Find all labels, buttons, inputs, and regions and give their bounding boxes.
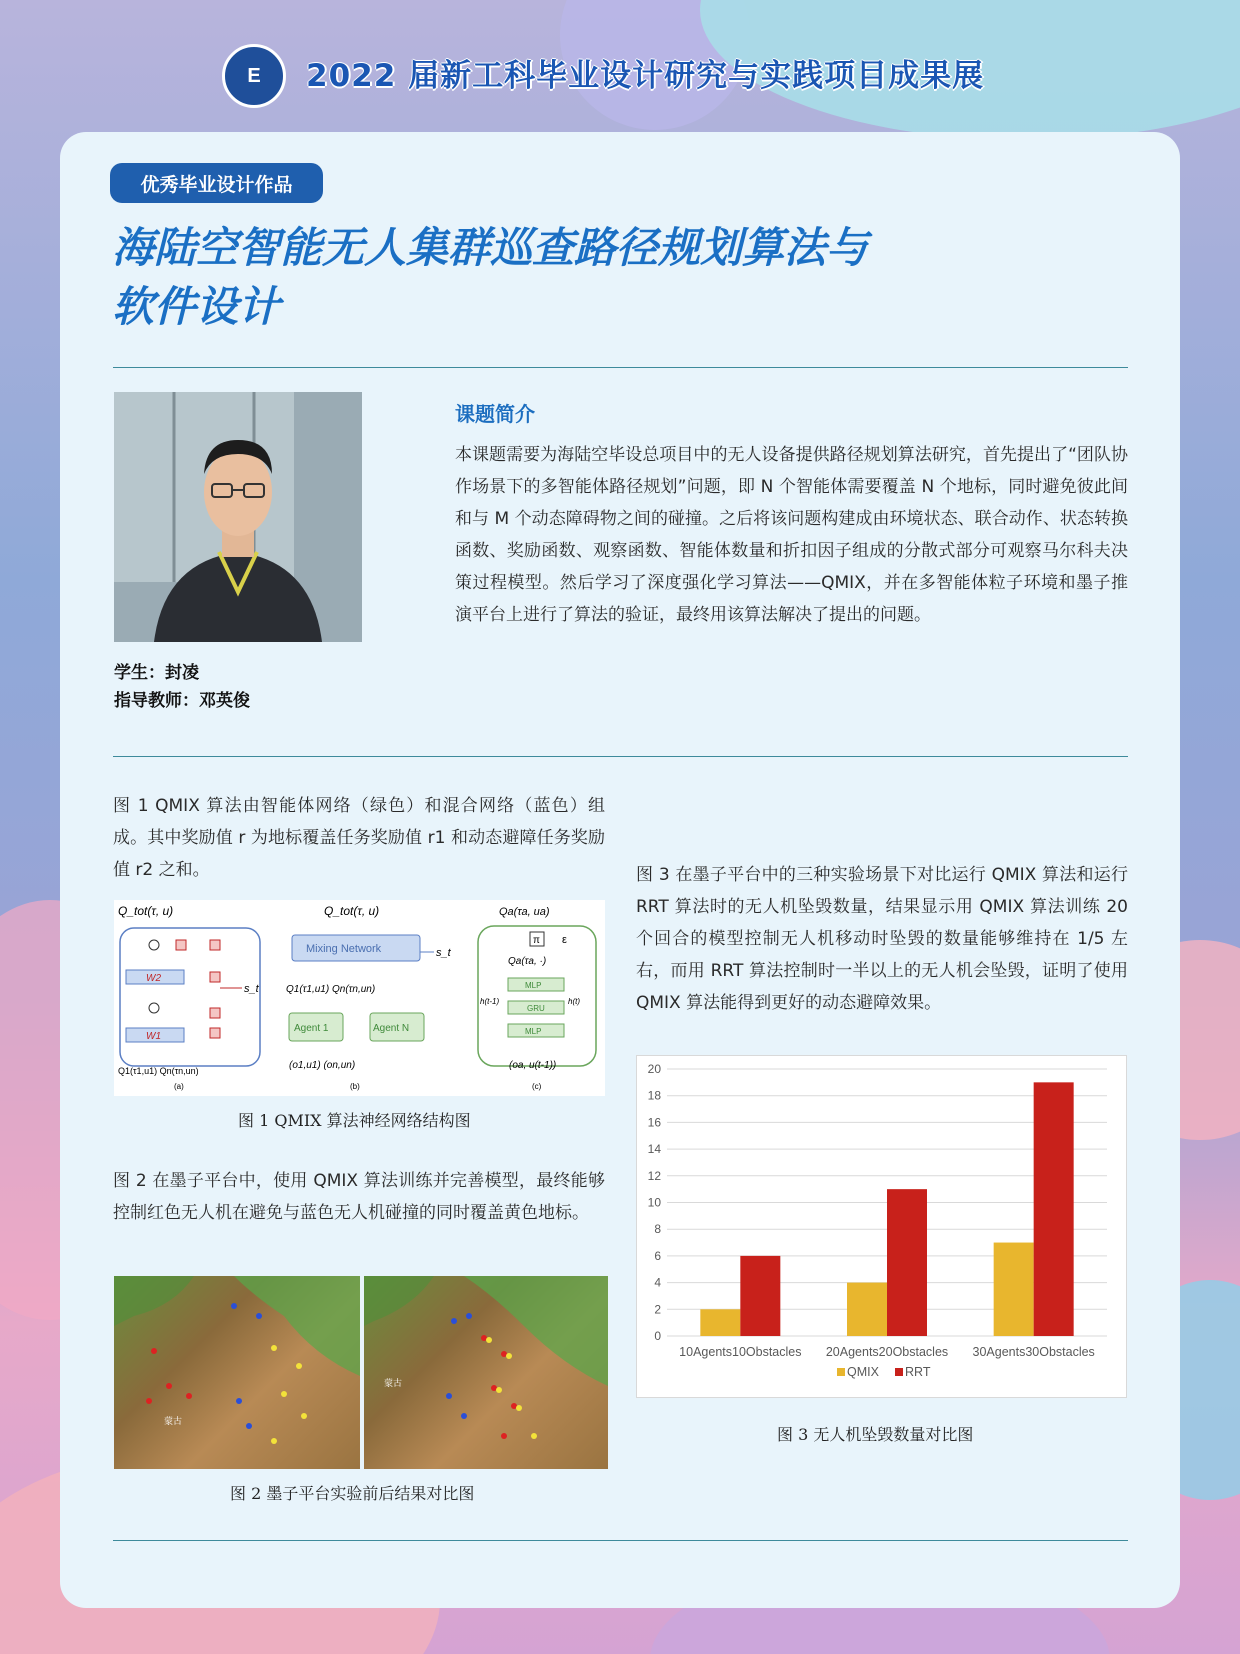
bar-qmix-1 [847, 1283, 887, 1336]
simulation-map-before [114, 1276, 360, 1469]
award-badge: 优秀毕业设计作品 [110, 163, 323, 203]
crash-count-chart [636, 1055, 1127, 1398]
x-tick-label: 20Agents20Obstacles [825, 1345, 949, 1359]
student-name: 学生：封凌 [114, 663, 199, 683]
map-place-label: 蒙古 [384, 1378, 403, 1388]
diagram-box [210, 972, 220, 982]
chart-legend [837, 1365, 931, 1379]
diagram-label: Agent 1 [294, 1023, 329, 1034]
divider [113, 1540, 1128, 1541]
y-tick-label: 2 [654, 1302, 661, 1317]
diagram-label: Qa(τa, ·) [508, 956, 547, 967]
diagram-node [149, 1003, 159, 1013]
y-tick-label: 0 [654, 1329, 661, 1343]
fig2-description: 图 2 在墨子平台中，使用 QMIX 算法训练并完善模型，最终能够控制红色无人机在避免与蓝色无人机碰撞的同时覆盖黄色地标。 [113, 1171, 605, 1223]
y-tick-label: 8 [654, 1222, 661, 1237]
x-tick-label: 10Agents10Obstacles [679, 1345, 802, 1359]
diagram-label: π [533, 935, 540, 946]
diagram-box [210, 1008, 220, 1018]
legend-label: RRT [905, 1365, 931, 1379]
header [0, 36, 1240, 116]
chart-bars [700, 1082, 1073, 1336]
map-after-overlay [364, 1276, 608, 1469]
chart-svg [637, 1056, 1128, 1399]
student-portrait [114, 392, 362, 642]
bar-qmix-0 [700, 1309, 740, 1336]
diagram-label: (c) [532, 1082, 542, 1091]
diagram-label: s_t [436, 947, 451, 959]
diagram-label: Q1(τ1,u1) Qn(τn,un) [286, 984, 376, 995]
university-logo [222, 44, 286, 108]
diagram-label: Q_tot(τ, u) [118, 904, 174, 918]
diagram-box [120, 928, 260, 1066]
bar-rrt-0 [740, 1256, 780, 1336]
diagram-label: Mixing Network [306, 943, 382, 955]
simulation-map-after [364, 1276, 608, 1469]
y-tick-label: 16 [647, 1115, 661, 1130]
divider [113, 367, 1128, 368]
y-tick-label: 12 [647, 1168, 661, 1183]
legend-swatch [895, 1368, 903, 1376]
logo-text: E [247, 64, 261, 87]
fig3-caption: 图 3 无人机坠毁数量对比图 [777, 1425, 974, 1444]
title-line: 海陆空智能无人集群巡查路径规划算法与 [112, 223, 869, 272]
project-title [112, 218, 1062, 336]
diagram-label: (b) [350, 1082, 360, 1091]
diagram-label: Agent N [373, 1023, 410, 1034]
diagram-label: (a) [174, 1082, 184, 1091]
header-title: 2022 届新工科毕业设计研究与实践项目成果展 [306, 58, 985, 94]
bar-rrt-1 [887, 1189, 927, 1336]
map-place-label: 蒙古 [164, 1416, 183, 1426]
divider [113, 756, 1128, 757]
diagram-label: s_t [244, 983, 259, 995]
diagram-label: W1 [146, 1031, 161, 1042]
intro-heading: 课题简介 [455, 402, 535, 426]
diagram-label: (oa, u(t-1)) [509, 1060, 557, 1071]
diagram-label: ε [562, 934, 567, 946]
diagram-label: MLP [525, 981, 542, 990]
title-line: 软件设计 [112, 282, 281, 331]
diagram-node [149, 940, 159, 950]
diagram-box [478, 926, 596, 1066]
y-tick-label: 6 [654, 1248, 661, 1263]
fig3-description: 图 3 在墨子平台中的三种实验场景下对比运行 QMIX 算法和运行 RRT 算法时的无人机坠毁数量，结果显示用 QMIX 算法训练 20 个回合的模型控制无人机移动时坠毁的数量能够维持在 1/5 左右，而用 RRT 算法控制时一半以上的无人机会坠毁，证明了使用 QMIX 算法能得到更好的动态避障效果。 [636, 865, 1128, 1013]
qmix-network-diagram [114, 900, 605, 1096]
diagram-label: Qa(τa, ua) [499, 906, 550, 918]
fig2-caption: 图 2 墨子平台实验前后结果对比图 [230, 1484, 475, 1503]
fig1-description: 图 1 QMIX 算法由智能体网络（绿色）和混合网络（蓝色）组成。其中奖励值 r 为地标覆盖任务奖励值 r1 和动态避障任务奖励值 r2 之和。 [113, 796, 605, 880]
y-tick-label: 20 [647, 1062, 661, 1076]
y-tick-label: 4 [654, 1275, 661, 1290]
fig1-caption: 图 1 QMIX 算法神经网络结构图 [238, 1111, 471, 1130]
y-tick-label: 18 [647, 1088, 661, 1103]
diagram-label: (o1,u1) (on,un) [289, 1060, 356, 1071]
x-tick-label: 30Agents30Obstacles [972, 1345, 1095, 1359]
y-tick-label: 10 [647, 1195, 661, 1210]
diagram-label: h(t-1) [480, 997, 500, 1006]
diagram-label: h(t) [568, 997, 580, 1006]
intro-text: 本课题需要为海陆空毕设总项目中的无人设备提供路径规划算法研究，首先提出了“团队协作场景下的多智能体路径规划”问题，即 N 个智能体需要覆盖 N 个地标，同时避免彼此间和与 M 个动态障碍物之间的碰撞。之后将该问题构建成由环境状态、联合动作、状态转换函数、奖励函数、观察函数、智能体数量和折扣因子组成的分散式部分可观察马尔科夫决策过程模型。然后学习了深度强化学习算法——QMIX，并在多智能体粒子环境和墨子推演平台上进行了算法的验证，最终用该算法解决了提出的问题。 [455, 445, 1128, 625]
bar-rrt-2 [1034, 1082, 1074, 1336]
bar-qmix-2 [994, 1243, 1034, 1336]
map-before-overlay [114, 1276, 360, 1469]
student-photo [114, 392, 362, 642]
diagram-box [210, 940, 220, 950]
diagram-label: MLP [525, 1027, 542, 1036]
diagram-label: W2 [146, 973, 161, 984]
diagram-box [176, 940, 186, 950]
legend-swatch [837, 1368, 845, 1376]
diagram-label: Q1(τ1,u1) Qn(τn,un) [118, 1066, 199, 1076]
diagram-box [210, 1028, 220, 1038]
advisor-name: 指导教师：邓英俊 [114, 691, 250, 711]
legend-label: QMIX [847, 1365, 879, 1379]
y-tick-label: 14 [647, 1142, 661, 1157]
diagram-label: GRU [527, 1004, 545, 1013]
qmix-diagram-svg [114, 900, 605, 1096]
diagram-label: Q_tot(τ, u) [324, 904, 380, 918]
